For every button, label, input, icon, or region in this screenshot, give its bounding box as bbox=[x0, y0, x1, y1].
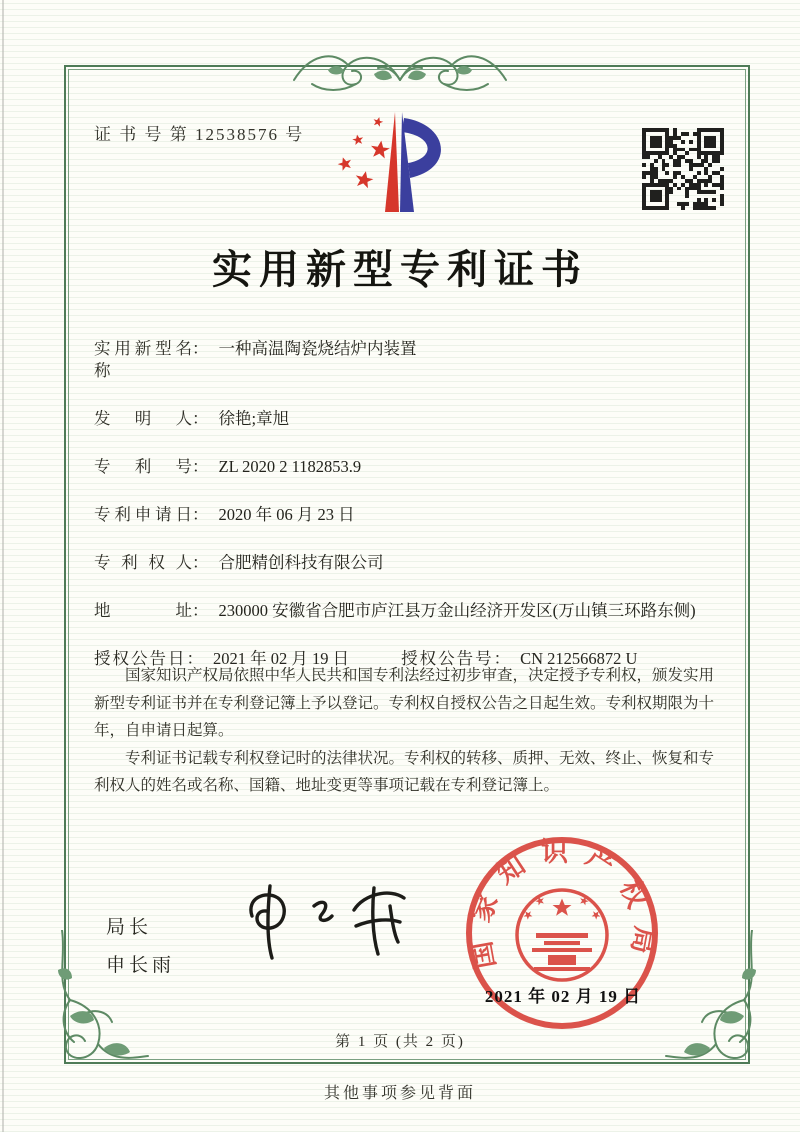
field-label: 发明人 bbox=[94, 409, 192, 428]
fields-block bbox=[94, 338, 712, 670]
colon: ： bbox=[192, 601, 209, 620]
field-label: 专利申请日 bbox=[94, 505, 192, 524]
signer-name: 申长雨 bbox=[106, 955, 176, 976]
field-value: 2020 年 06 月 23 日 bbox=[218, 505, 355, 524]
cnipa-logo-icon bbox=[332, 108, 466, 226]
field-filing-date-row bbox=[94, 504, 712, 526]
seal-text: 国家知识产权局 bbox=[463, 837, 661, 971]
field-value: ZL 2020 2 1182853.9 bbox=[218, 457, 362, 476]
field-label: 地址 bbox=[94, 601, 192, 620]
grant-number-label: 授权公告号 bbox=[401, 649, 494, 668]
certificate-number: 证 书 号 第 12538576 号 bbox=[94, 125, 305, 144]
national-emblem-icon bbox=[517, 890, 607, 980]
colon: ： bbox=[186, 649, 203, 668]
field-patentee-row bbox=[94, 552, 712, 574]
grant-date-label: 授权公告日 bbox=[94, 649, 187, 668]
back-side-note: 其他事项参见背面 bbox=[323, 1085, 476, 1102]
director-signature bbox=[222, 876, 422, 966]
field-label: 专利号 bbox=[94, 457, 192, 476]
colon: ： bbox=[192, 339, 209, 358]
scan-edge-shadow bbox=[2, 0, 4, 1132]
page-number: 第 1 页 (共 2 页) bbox=[335, 1034, 465, 1050]
seal-date: 2021 年 02 月 19 日 bbox=[484, 987, 642, 1006]
field-name-row bbox=[94, 338, 712, 382]
field-label: 专利权人 bbox=[94, 553, 192, 572]
grant-number-value: CN 212566872 U bbox=[520, 649, 638, 668]
legal-paragraph-1: 国家知识产权局依照中华人民共和国专利法经过初步审查，决定授予专利权，颁发实用新型专利证书并在专利登记簿上予以登记。专利权自授权公告之日起生效。专利权期限为十年，自申请日起算。 bbox=[94, 667, 715, 739]
field-value: 徐艳;章旭 bbox=[218, 409, 290, 428]
certificate-title: 实用新型专利证书 bbox=[212, 247, 588, 292]
qr-code bbox=[642, 128, 724, 210]
field-value: 一种高温陶瓷烧结炉内装置 bbox=[218, 339, 417, 358]
legal-text-block bbox=[94, 662, 714, 800]
field-patent-number-row bbox=[94, 456, 712, 478]
field-value: 230000 安徽省合肥市庐江县万金山经济开发区(万山镇三环路东侧) bbox=[218, 601, 696, 620]
field-value: 合肥精创科技有限公司 bbox=[218, 553, 384, 572]
grant-date-value: 2021 年 02 月 19 日 bbox=[213, 649, 350, 668]
field-label: 实用新型名称 bbox=[94, 339, 192, 380]
field-address-row bbox=[94, 600, 712, 622]
colon: ： bbox=[192, 409, 209, 428]
signer-title: 局长 bbox=[106, 917, 153, 938]
signer-block bbox=[106, 912, 175, 988]
colon: ： bbox=[192, 505, 209, 524]
field-inventor-row bbox=[94, 408, 712, 430]
colon: ： bbox=[192, 553, 209, 572]
legal-paragraph-2: 专利证书记载专利权登记时的法律状况。专利权的转移、质押、无效、终止、恢复和专利权人的姓名或名称、国籍、地址变更等事项记载在专利登记簿上。 bbox=[94, 749, 715, 794]
colon: ： bbox=[493, 649, 511, 668]
colon: ： bbox=[192, 457, 209, 476]
